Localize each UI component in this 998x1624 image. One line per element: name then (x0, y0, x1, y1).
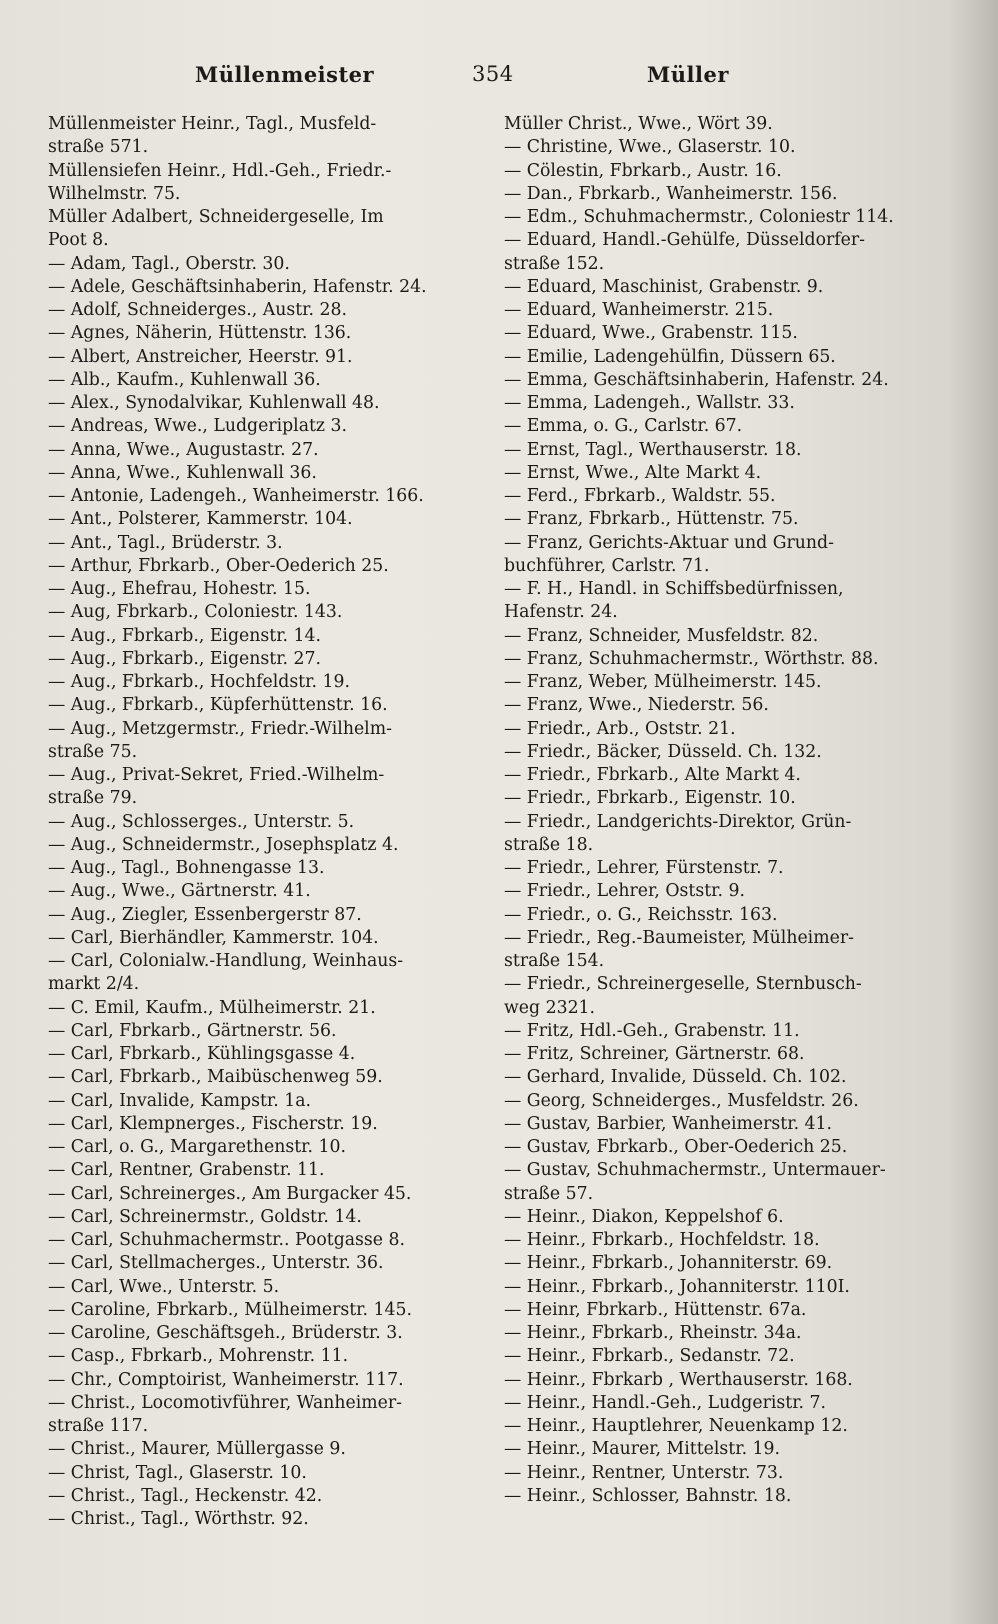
directory-line: — Agnes, Näherin, Hüttenstr. 136. (48, 323, 352, 344)
directory-line: — Friedr., Fbrkarb., Alte Markt 4. (504, 765, 801, 785)
directory-line: — Carl, Schreinermstr., Goldstr. 14. (48, 1206, 362, 1227)
directory-line: — Aug., Metzgermstr., Friedr.-Wilhelm- (48, 718, 392, 739)
directory-line: — Fritz, Schreiner, Gärtnerstr. 68. (504, 1044, 805, 1064)
directory-line: — Aug., Schneidermstr., Josephsplatz 4. (48, 834, 399, 855)
directory-line: — Carl, Bierhändler, Kammerstr. 104. (48, 927, 379, 948)
directory-line: — Edm., Schuhmachermstr., Coloniestr 114. (504, 207, 894, 227)
page-number: 354 (472, 62, 514, 86)
directory-line: — Friedr., o. G., Reichsstr. 163. (504, 904, 778, 925)
directory-line: — Carl, Fbrkarb., Gärtnerstr. 56. (48, 1020, 337, 1041)
directory-line: — Carl, Fbrkarb., Maibüschenweg 59. (48, 1067, 383, 1088)
directory-line: — Carl, Fbrkarb., Kühlingsgasse 4. (48, 1044, 356, 1064)
directory-line: — Ant., Tagl., Brüderstr. 3. (48, 532, 283, 553)
directory-line: — Ernst, Tagl., Werthauserstr. 18. (504, 439, 802, 460)
directory-line: — Georg, Schneiderges., Musfeldstr. 26. (504, 1090, 859, 1111)
directory-line: — Adam, Tagl., Oberstr. 30. (48, 253, 290, 274)
directory-line: straße 154. (504, 951, 605, 971)
directory-line: Müller Adalbert, Schneidergeselle, Im (48, 207, 384, 227)
directory-line: straße 57. (504, 1183, 594, 1204)
directory-line: — Emma, Geschäftsinhaberin, Hafenstr. 24. (504, 369, 889, 390)
directory-line: — Gustav, Fbrkarb., Ober-Oederich 25. (504, 1137, 848, 1157)
directory-line: — Franz, Schneider, Musfeldstr. 82. (504, 625, 819, 646)
directory-line: Müllensiefen Heinr., Hdl.-Geh., Friedr.- (48, 160, 392, 181)
directory-line: straße 571. (48, 137, 149, 158)
directory-line: — Heinr., Rentner, Unterstr. 73. (504, 1462, 784, 1483)
directory-line: — Heinr., Fbrkarb , Werthauserstr. 168. (504, 1369, 853, 1390)
directory-line: — Carl, Colonialw.-Handlung, Weinhaus- (48, 951, 404, 971)
directory-line: — Heinr., Diakon, Keppelshof 6. (504, 1206, 784, 1227)
directory-line: — C. Emil, Kaufm., Mülheimerstr. 21. (48, 997, 376, 1018)
directory-line: — Friedr., Fbrkarb., Eigenstr. 10. (504, 788, 796, 809)
directory-line: — Antonie, Ladengeh., Wanheimerstr. 166. (48, 486, 424, 506)
directory-line: — Carl, o. G., Margarethenstr. 10. (48, 1137, 347, 1157)
directory-line: — Anna, Wwe., Kuhlenwall 36. (48, 462, 317, 483)
directory-line: — Heinr., Fbrkarb., Rheinstr. 34a. (504, 1323, 802, 1343)
directory-line: buchführer, Carlstr. 71. (504, 555, 710, 576)
directory-line: — Friedr., Arb., Oststr. 21. (504, 718, 736, 739)
directory-line: Poot 8. (48, 230, 109, 251)
directory-line: — Adolf, Schneiderges., Austr. 28. (48, 300, 347, 320)
directory-line: — Christ., Tagl., Wörthstr. 92. (48, 1509, 309, 1529)
header-left-keyword: Müllenmeister (195, 62, 375, 87)
directory-line: — Eduard, Maschinist, Grabenstr. 9. (504, 276, 824, 297)
directory-line: — Franz, Weber, Mülheimerstr. 145. (504, 672, 822, 692)
directory-line: — Dan., Fbrkarb., Wanheimerstr. 156. (504, 183, 838, 204)
directory-line: — Alb., Kaufm., Kuhlenwall 36. (48, 369, 321, 390)
directory-line: — Casp., Fbrkarb., Mohrenstr. 11. (48, 1346, 349, 1367)
directory-line: — Andreas, Wwe., Ludgeriplatz 3. (48, 416, 348, 437)
directory-line: — Fritz, Hdl.-Geh., Grabenstr. 11. (504, 1020, 800, 1041)
directory-line: — Chr., Comptoirist, Wanheimerstr. 117. (48, 1369, 404, 1390)
directory-line: — Cölestin, Fbrkarb., Austr. 16. (504, 160, 782, 181)
page-header (0, 62, 998, 102)
directory-line: Hafenstr. 24. (504, 602, 618, 623)
directory-line: — Anna, Wwe., Augustastr. 27. (48, 439, 319, 460)
directory-line: — Carl, Schuhmachermstr.. Pootgasse 8. (48, 1230, 405, 1250)
directory-line: straße 18. (504, 834, 594, 855)
directory-line: — Eduard, Handl.-Gehülfe, Düsseldorfer- (504, 230, 865, 251)
directory-line: — Franz, Gerichts-Aktuar und Grund- (504, 532, 834, 553)
directory-line: — Aug., Fbrkarb., Eigenstr. 27. (48, 648, 322, 669)
directory-line: — Christine, Wwe., Glaserstr. 10. (504, 137, 796, 158)
directory-line: — Friedr., Bäcker, Düsseld. Ch. 132. (504, 741, 822, 762)
directory-line: — Friedr., Lehrer, Oststr. 9. (504, 881, 745, 902)
directory-line: Müllenmeister Heinr., Tagl., Musfeld- (48, 114, 377, 134)
directory-line: — Heinr., Hauptlehrer, Neuenkamp 12. (504, 1416, 848, 1436)
directory-line: — Gerhard, Invalide, Düsseld. Ch. 102. (504, 1067, 847, 1088)
directory-line: — Eduard, Wwe., Grabenstr. 115. (504, 323, 798, 344)
directory-line: Müller Christ., Wwe., Wört 39. (504, 114, 773, 134)
directory-line: — Carl, Klempnerges., Fischerstr. 19. (48, 1113, 378, 1134)
directory-line: — Aug., Ehefrau, Hohestr. 15. (48, 579, 311, 599)
directory-line: — Eduard, Wanheimerstr. 215. (504, 300, 774, 320)
directory-line: — Aug., Fbrkarb., Küpferhüttenstr. 16. (48, 695, 388, 716)
directory-line: — Friedr., Reg.-Baumeister, Mülheimer- (504, 927, 854, 948)
directory-line: — Franz, Schuhmachermstr., Wörthstr. 88. (504, 648, 879, 669)
directory-line: — Carl, Stellmacherges., Unterstr. 36. (48, 1253, 384, 1274)
left-column (48, 113, 484, 1531)
directory-line: — Ant., Polsterer, Kammerstr. 104. (48, 509, 353, 530)
directory-line: — Aug., Fbrkarb., Eigenstr. 14. (48, 625, 322, 646)
directory-line: — Aug., Wwe., Gärtnerstr. 41. (48, 881, 311, 902)
directory-line: — Heinr., Schlosser, Bahnstr. 18. (504, 1485, 792, 1506)
header-right-keyword: Müller (647, 62, 729, 87)
directory-line: — Carl, Invalide, Kampstr. 1a. (48, 1090, 312, 1111)
directory-line: — Christ., Maurer, Müllergasse 9. (48, 1439, 346, 1460)
directory-line: — Aug., Tagl., Bohnengasse 13. (48, 858, 325, 878)
directory-line: — Adele, Geschäftsinhaberin, Hafenstr. 24. (48, 276, 427, 297)
directory-line: — Christ., Tagl., Heckenstr. 42. (48, 1485, 323, 1506)
directory-line: Wilhelmstr. 75. (48, 183, 181, 204)
directory-line: — Friedr., Schreinergeselle, Sternbusch- (504, 974, 862, 995)
directory-line: weg 2321. (504, 997, 596, 1018)
directory-line: — Franz, Fbrkarb., Hüttenstr. 75. (504, 509, 799, 530)
directory-line: — Alex., Synodalvikar, Kuhlenwall 48. (48, 393, 380, 413)
directory-line: — Christ, Tagl., Glaserstr. 10. (48, 1462, 307, 1483)
directory-line: — Aug., Privat-Sekret, Fried.-Wilhelm- (48, 765, 385, 785)
directory-line: — Aug, Fbrkarb., Coloniestr. 143. (48, 602, 343, 623)
directory-line: straße 75. (48, 741, 138, 762)
directory-line: — Heinr., Fbrkarb., Johanniterstr. 110I. (504, 1276, 850, 1297)
directory-line: — Caroline, Geschäftsgeh., Brüderstr. 3. (48, 1323, 403, 1343)
directory-line: — Gustav, Barbier, Wanheimerstr. 41. (504, 1113, 833, 1134)
directory-line: — Heinr., Maurer, Mittelstr. 19. (504, 1439, 781, 1460)
directory-line: straße 79. (48, 788, 138, 809)
directory-line: — Albert, Anstreicher, Heerstr. 91. (48, 346, 353, 367)
directory-line: — Heinr., Fbrkarb., Johanniterstr. 69. (504, 1253, 833, 1274)
directory-line: — Emilie, Ladengehülfin, Düssern 65. (504, 346, 836, 367)
directory-line: — Caroline, Fbrkarb., Mülheimerstr. 145. (48, 1299, 413, 1320)
directory-line: — Heinr., Handl.-Geh., Ludgeristr. 7. (504, 1392, 827, 1413)
directory-line: — Heinr., Fbrkarb., Sedanstr. 72. (504, 1346, 795, 1367)
right-column (504, 113, 934, 1508)
directory-line: — Aug., Ziegler, Essenbergerstr 87. (48, 904, 362, 925)
directory-line: straße 152. (504, 253, 605, 274)
directory-line: — Heinr., Fbrkarb., Hochfeldstr. 18. (504, 1230, 820, 1250)
directory-line: — F. H., Handl. in Schiffsbedürfnissen, (504, 579, 844, 599)
directory-line: — Aug., Fbrkarb., Hochfeldstr. 19. (48, 672, 350, 692)
directory-line: markt 2/4. (48, 974, 140, 995)
directory-line: — Gustav, Schuhmachermstr., Untermauer- (504, 1160, 886, 1181)
directory-line: — Franz, Wwe., Niederstr. 56. (504, 695, 769, 716)
directory-line: — Emma, o. G., Carlstr. 67. (504, 416, 743, 437)
directory-line: — Friedr., Landgerichts-Direktor, Grün- (504, 811, 852, 832)
directory-line: — Heinr, Fbrkarb., Hüttenstr. 67a. (504, 1299, 807, 1320)
directory-line: — Emma, Ladengeh., Wallstr. 33. (504, 393, 795, 413)
directory-line: — Arthur, Fbrkarb., Ober-Oederich 25. (48, 555, 389, 576)
directory-line: — Ernst, Wwe., Alte Markt 4. (504, 462, 762, 483)
directory-line: straße 117. (48, 1416, 149, 1436)
directory-line: — Carl, Rentner, Grabenstr. 11. (48, 1160, 325, 1181)
directory-line: — Christ., Locomotivführer, Wanheimer- (48, 1392, 402, 1413)
directory-line: — Ferd., Fbrkarb., Waldstr. 55. (504, 486, 776, 506)
directory-line: — Carl, Schreinerges., Am Burgacker 45. (48, 1183, 412, 1204)
directory-line: — Friedr., Lehrer, Fürstenstr. 7. (504, 858, 784, 878)
directory-line: — Aug., Schlosserges., Unterstr. 5. (48, 811, 355, 832)
directory-line: — Carl, Wwe., Unterstr. 5. (48, 1276, 280, 1297)
